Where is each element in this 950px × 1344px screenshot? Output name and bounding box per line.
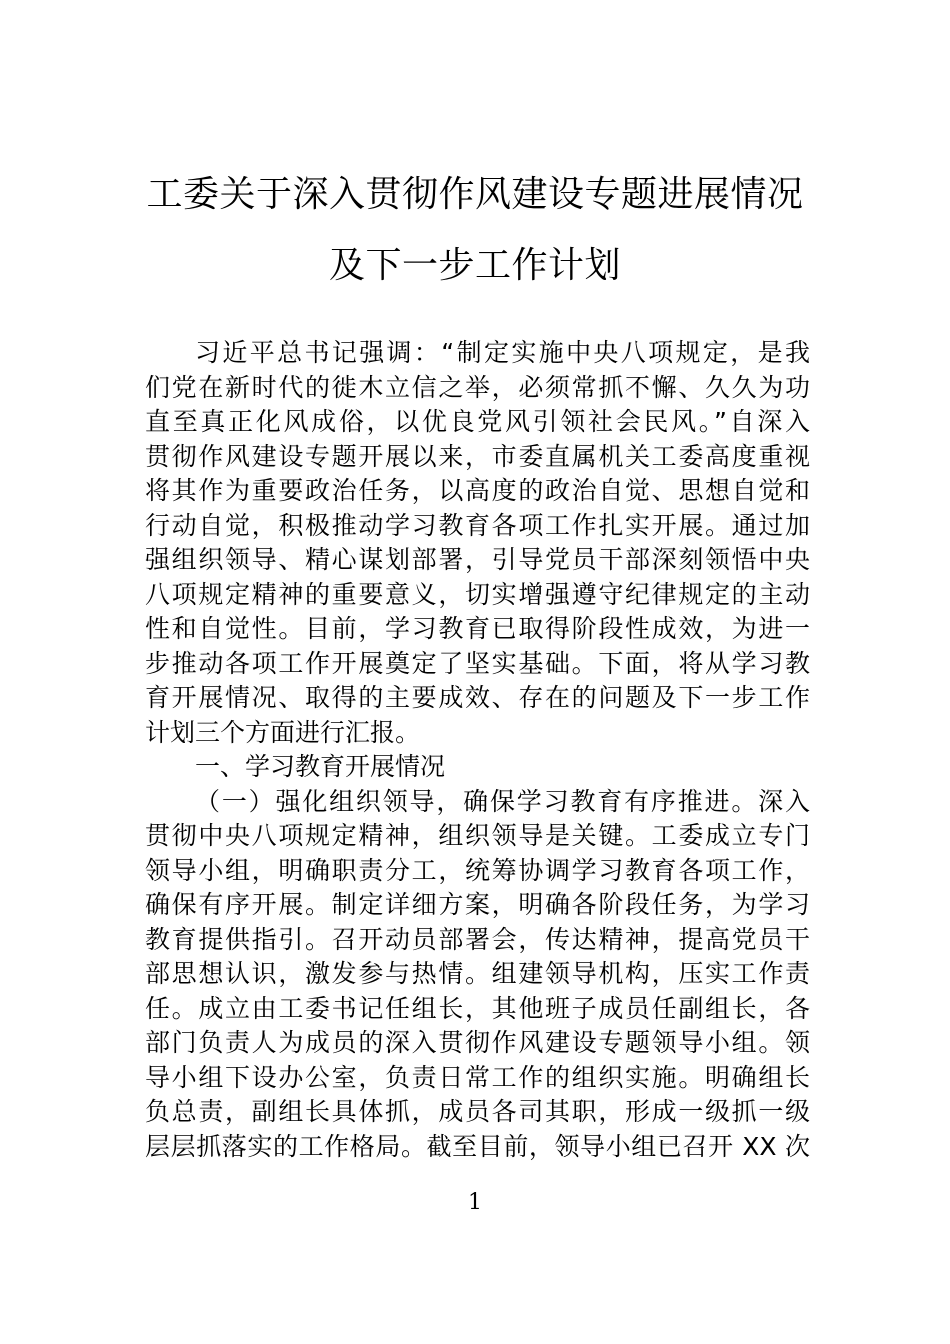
body-line: 将其作为重要政治任务，以高度的政治自觉、思想自觉和 <box>145 476 810 505</box>
body-line: 们党在新时代的徙木立信之举，必须常抓不懈、久久为功 <box>145 372 810 402</box>
body-line: 步推动各项工作开展奠定了坚实基础。下面，将从学习教 <box>145 648 810 678</box>
body-line: 导小组下设办公室，负责日常工作的组织实施。明确组长 <box>145 1062 810 1092</box>
body-line: 行动自觉，积极推动学习教育各项工作扎实开展。通过加 <box>145 510 810 540</box>
document-title-line-2: 及下一步工作计划 <box>328 245 621 286</box>
body-line: （一）强化组织领导，确保学习教育有序推进。深入 <box>195 786 810 816</box>
body-line: 强组织领导、精心谋划部署，引导党员干部深刻领悟中央 <box>145 545 810 574</box>
body-line: 育开展情况、取得的主要成效、存在的问题及下一步工作 <box>145 683 810 712</box>
body-line: 领导小组，明确职责分工，统筹协调学习教育各项工作， <box>145 855 810 885</box>
body-line: 教育提供指引。召开动员部署会，传达精神，提高党员干 <box>145 924 810 954</box>
body-line: 性和自觉性。目前，学习教育已取得阶段性成效，为进一 <box>145 614 810 643</box>
body-line: 部门负责人为成员的深入贯彻作风建设专题领导小组。领 <box>145 1028 810 1057</box>
body-line: 习近平总书记强调：“制定实施中央八项规定，是我 <box>195 338 810 367</box>
body-line: 计划三个方面进行汇报。 <box>145 717 421 747</box>
body-line: 贯彻中央八项规定精神，组织领导是关键。工委成立专门 <box>145 821 810 850</box>
body-line: 部思想认识，激发参与热情。组建领导机构，压实工作责 <box>145 959 810 988</box>
section-heading: 一、学习教育开展情况 <box>195 752 446 781</box>
body-line: 确保有序开展。制定详细方案，明确各阶段任务，为学习 <box>145 890 810 919</box>
body-line: 层层抓落实的工作格局。截至目前，领导小组已召开 XX 次 <box>145 1131 810 1161</box>
document-title-line-1: 工委关于深入贯彻作风建设专题进展情况 <box>146 174 804 215</box>
body-line: 任。成立由工委书记任组长，其他班子成员任副组长，各 <box>145 993 810 1023</box>
document-body <box>145 336 810 1164</box>
page-number: 1 <box>468 1190 482 1215</box>
body-line: 八项规定精神的重要意义，切实增强遵守纪律规定的主动 <box>145 579 810 609</box>
body-line: 直至真正化风成俗，以优良党风引领社会民风。”自深入 <box>145 407 810 436</box>
body-line: 贯彻作风建设专题开展以来，市委直属机关工委高度重视 <box>145 441 810 471</box>
body-line: 负总责，副组长具体抓，成员各司其职，形成一级抓一级 <box>145 1097 810 1126</box>
